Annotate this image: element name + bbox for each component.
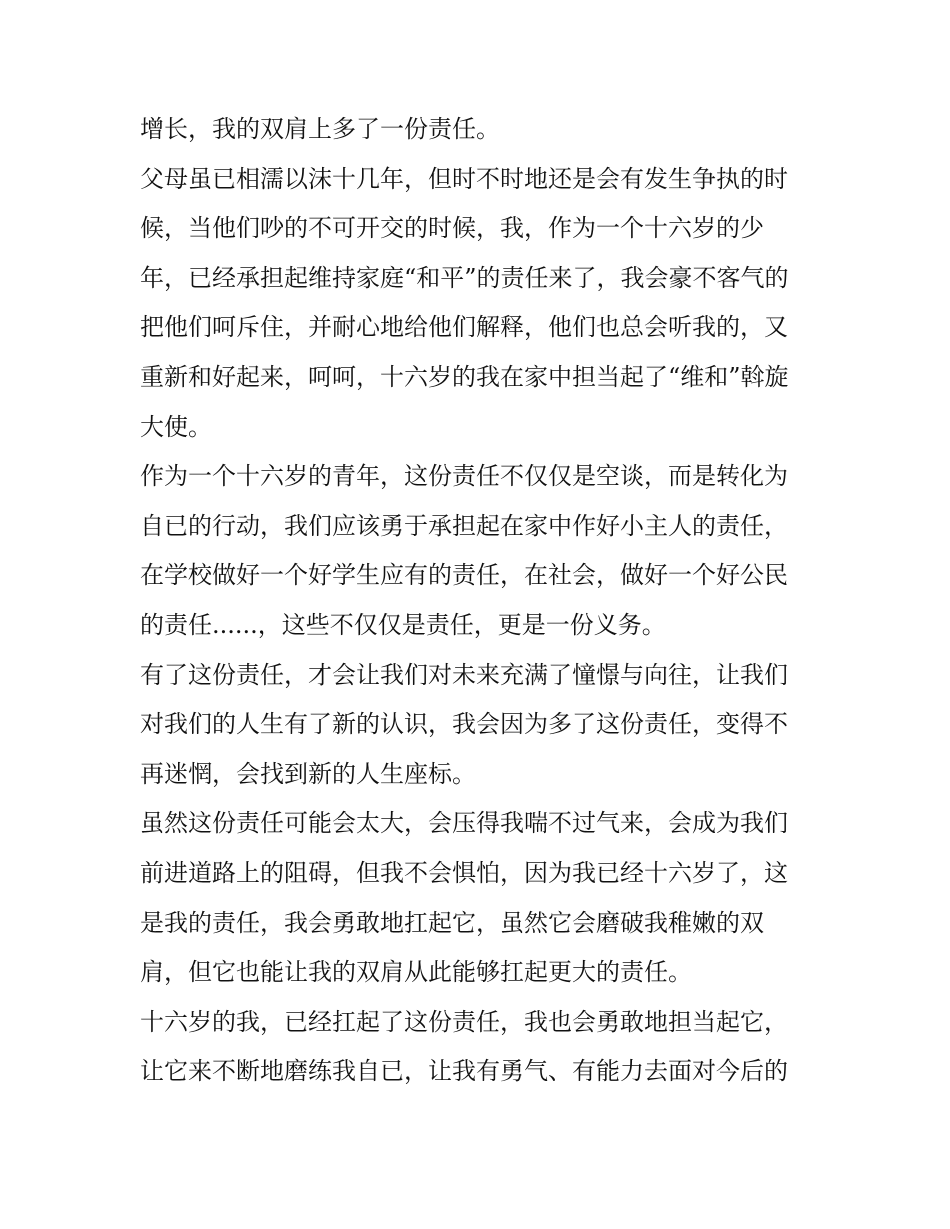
body-text: [140, 105, 815, 1097]
text-line: 十六岁的我，已经扛起了这份责任，我也会勇敢地担当起它，: [140, 1007, 788, 1036]
text-line: 让它来不断地磨练我自已，让我有勇气、有能力去面对今后的: [140, 1057, 788, 1086]
text-line: 重新和好起来，呵呵，十六岁的我在家中担当起了“维和”斡旋: [140, 362, 789, 391]
text-line: 是我的责任，我会勇敢地扛起它，虽然它会磨破我稚嫩的双: [140, 908, 764, 937]
text-line: 前进道路上的阻碍，但我不会惧怕，因为我已经十六岁了，这: [140, 858, 788, 887]
text-line: 对我们的人生有了新的认识，我会因为多了这份责任，变得不: [140, 710, 788, 739]
text-line: 在学校做好一个好学生应有的责任，在社会，做好一个好公民: [140, 561, 788, 590]
text-line: 候，当他们吵的不可开交的时候，我，作为一个十六岁的少: [140, 214, 764, 243]
text-line: 自已的行动，我们应该勇于承担起在家中作好小主人的责任，: [140, 511, 788, 540]
text-line: 肩，但它也能让我的双肩从此能够扛起更大的责任。: [140, 958, 692, 987]
text-line: 的责任......，这些不仅仅是责任，更是一份义务。: [140, 610, 666, 639]
text-line: 有了这份责任，才会让我们对未来充满了憧憬与向往，让我们: [140, 660, 788, 689]
text-line: 再迷惘，会找到新的人生座标。: [140, 759, 476, 788]
text-line: 增长，我的双肩上多了一份责任。: [140, 115, 500, 143]
text-line: 虽然这份责任可能会太大，会压得我喘不过气来，会成为我们: [140, 809, 788, 838]
text-line: 父母虽已相濡以沫十几年，但时不时地还是会有发生争执的时: [140, 164, 788, 193]
text-line: 把他们呵斥住，并耐心地给他们解释，他们也总会听我的，又: [140, 313, 788, 342]
text-line: 年，已经承担起维持家庭“和平”的责任来了，我会豪不客气的: [140, 263, 789, 292]
text-line: 作为一个十六岁的青年，这份责任不仅仅是空谈，而是转化为: [140, 462, 788, 491]
text-line: 大使。: [140, 412, 212, 441]
